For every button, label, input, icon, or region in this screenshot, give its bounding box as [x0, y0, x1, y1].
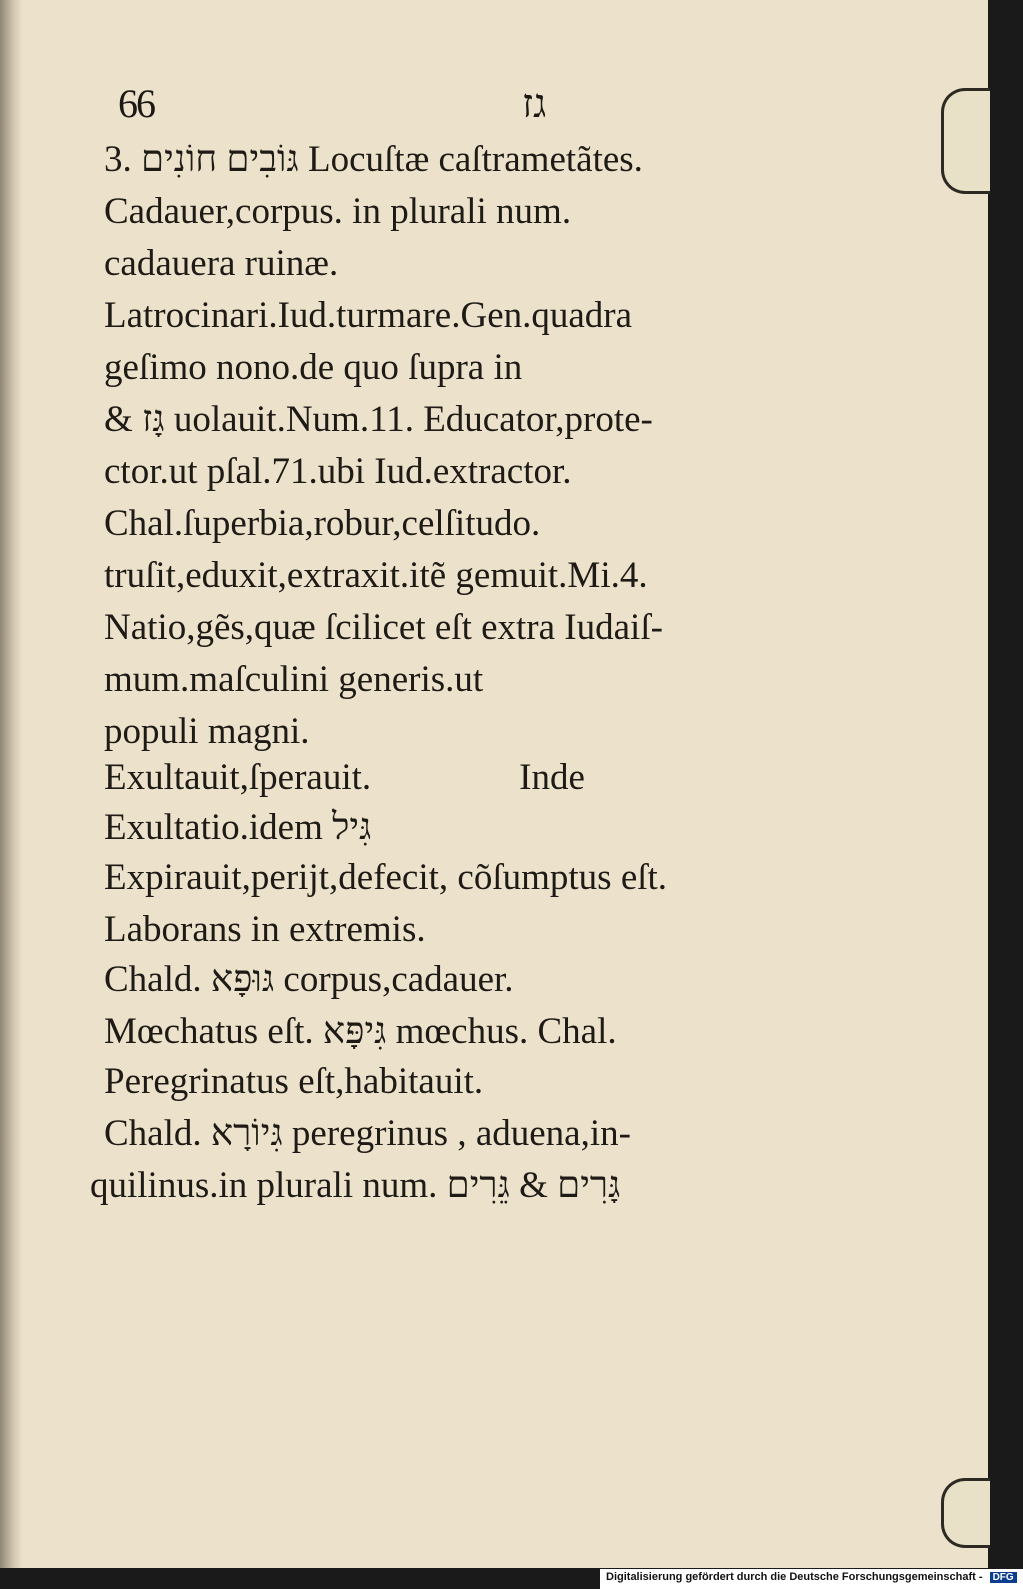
dfg-logo: DFG — [990, 1572, 1017, 1583]
credit-text: Digitalisierung gefördert durch die Deutsche Forschungsgemeinschaft - — [606, 1571, 983, 1583]
index-tab-bottom — [941, 1478, 990, 1548]
book-page: 66 גז 3. גּוֹבִים חוֹנִים Locuſtæ caſtrametãtes. Cadauer,corpus. in plurali num. cadauera ruinæ. Latrocinari.Iud.turmare.Gen.quadra geſimo nono.de quo ſupra in & גָּז uolauit.Num.11. Educator,prote- ctor.ut pſal.71.ubi Iud.extractor. Chal.ſuperbia,robur,celſitudo. truſit,eduxit,extraxit.itẽ gemuit.Mi.4. Natio,gẽs,quæ ſcilicet eſt extra Iudaiſ- mum.maſculini generis.ut populi magni. Exultauit,ſperauit. Inde Exultatio.idem גִּיל Expirauit,periјt,defecit, cõſumptus eſt. Laborans in extremis. Chald. גּוּפָא corpus,cadauer. Mœchatus eſt. גִּיפָּא mœchus. Chal. Peregrinatus eſt,habitauit. Chald. גִּיוֹרָא peregrinus , aduena,in- quilinus.in plurali num. גָּרִים & גֵּרִים — [0, 0, 988, 1568]
page-gutter — [0, 0, 22, 1568]
digitization-credit — [600, 1569, 1023, 1589]
page-number: 66 — [118, 81, 154, 126]
running-head: גז — [522, 81, 547, 126]
index-tab-top — [941, 88, 990, 194]
